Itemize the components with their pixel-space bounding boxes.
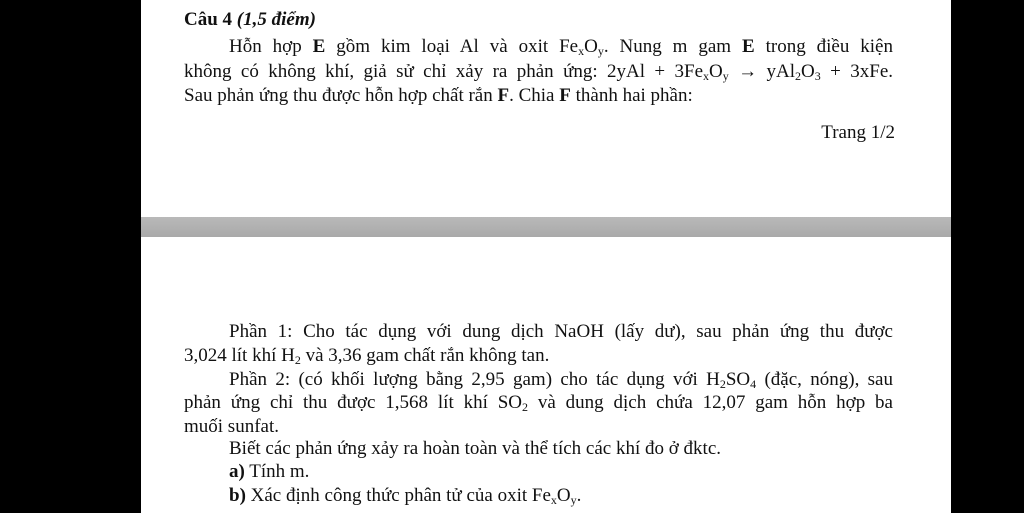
intro-line-1: Hỗn hợp E gồm kim loại Al và oxit $Fe_xO_y$. Nung m gam E trong điều kiện <box>229 36 893 58</box>
part2-line-3: muối sunfat. <box>184 416 279 437</box>
question-b: b) Xác định công thức phân tử của oxit $Fe_xO_y$. <box>229 485 582 507</box>
part2-line-2: phản ứng chỉ thu được 1,568 lít khí $SO_2$ và dung dịch chứa 12,07 gam hỗn hợp ba <box>184 392 893 414</box>
part2-line-1: Phần 2: (có khối lượng bằng 2,95 gam) cho tác dụng với $H_2SO_4$ (đặc, nóng), sau <box>229 369 893 391</box>
document-page-1 <box>141 0 951 217</box>
part1-line-1: Phần 1: Cho tác dụng với dung dịch NaOH (lấy dư), sau phản ứng thu được <box>229 321 893 342</box>
page-separator <box>141 217 951 237</box>
conditions-note: Biết các phản ứng xảy ra hoàn toàn và thể tích các khí đo ở đktc. <box>229 438 722 459</box>
question-a: a) Tính m. <box>229 461 310 482</box>
intro-line-3: Sau phản ứng thu được hỗn hợp chất rắn F. Chia F thành hai phần: <box>184 85 693 106</box>
intro-line-2-reaction: không có không khí, giả sử chỉ xảy ra phản ứng: $2yAl + 3Fe_xO_y \to yAl_2O_3 + 3xFe$. <box>184 61 894 83</box>
question-heading: Câu 4 (1,5 điểm) <box>184 9 316 30</box>
part1-line-2: 3,024 lít khí $H_2$ và 3,36 gam chất rắn không tan. <box>184 345 550 367</box>
page-number-label: Trang 1/2 <box>821 122 895 143</box>
